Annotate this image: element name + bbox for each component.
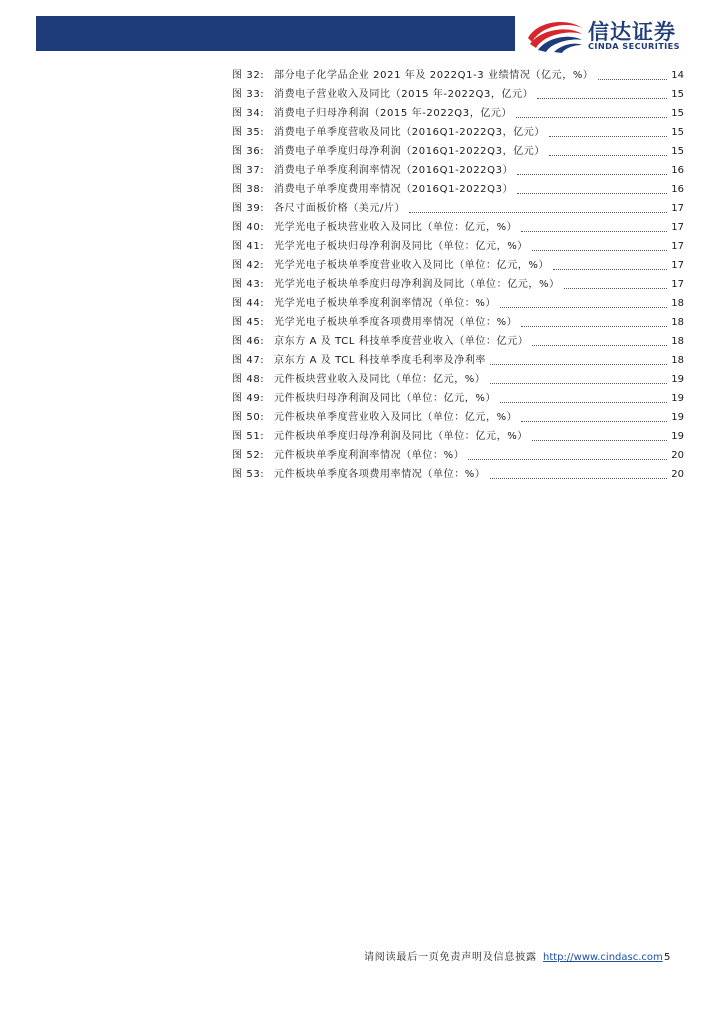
- toc-entry[interactable]: [232, 256, 684, 275]
- toc-entry-title: 元件板块单季度利润率情况（单位：%）: [274, 450, 465, 461]
- toc-entry-title: 光学光电子板块单季度归母净利润及同比（单位：亿元，%）: [274, 279, 560, 290]
- toc-entry-label: 图 45:: [232, 317, 265, 328]
- toc-entry-label: 图 49:: [232, 393, 265, 404]
- globe-logo-icon: [524, 14, 584, 54]
- toc-leader-dots: [521, 421, 667, 422]
- toc-entry-page: 15: [671, 127, 684, 138]
- toc-entry[interactable]: [232, 275, 684, 294]
- toc-entry-page: 16: [671, 165, 684, 176]
- toc-entry-label: 图 33:: [232, 89, 265, 100]
- toc-entry[interactable]: [232, 465, 684, 484]
- toc-entry-title: 光学光电子板块单季度营业收入及同比（单位：亿元，%）: [274, 260, 550, 271]
- toc-entry-page: 17: [671, 279, 684, 290]
- toc-entry-title: 光学光电子板块单季度各项费用率情况（单位：%）: [274, 317, 518, 328]
- toc-entry-label: 图 52:: [232, 450, 265, 461]
- toc-entry-title: 元件板块单季度各项费用率情况（单位：%）: [274, 469, 486, 480]
- toc-leader-dots: [532, 345, 667, 346]
- toc-entry[interactable]: [232, 237, 684, 256]
- toc-entry-page: 18: [671, 355, 684, 366]
- toc-entry-page: 14: [671, 70, 684, 81]
- toc-leader-dots: [490, 364, 667, 365]
- toc-entry[interactable]: [232, 332, 684, 351]
- logo-english-text: CINDA SECURITIES: [588, 41, 680, 51]
- toc-entry-label: 图 35:: [232, 127, 265, 138]
- toc-entry-label: 图 41:: [232, 241, 265, 252]
- toc-entry-title: 部分电子化学品企业 2021 年及 2022Q1-3 业绩情况（亿元，%）: [274, 70, 594, 81]
- toc-entry-label: 图 50:: [232, 412, 265, 423]
- toc-leader-dots: [598, 79, 667, 80]
- toc-leader-dots: [537, 98, 667, 99]
- toc-entry[interactable]: [232, 142, 684, 161]
- toc-entry-label: 图 48:: [232, 374, 265, 385]
- toc-entry-page: 15: [671, 146, 684, 157]
- toc-leader-dots: [517, 174, 667, 175]
- toc-entry-page: 15: [671, 89, 684, 100]
- toc-entry-title: 消费电子归母净利润（2015 年-2022Q3，亿元）: [274, 108, 513, 119]
- toc-entry-page: 19: [671, 412, 684, 423]
- toc-entry-page: 17: [671, 241, 684, 252]
- toc-entry[interactable]: [232, 446, 684, 465]
- toc-entry-label: 图 42:: [232, 260, 265, 271]
- toc-leader-dots: [553, 269, 667, 270]
- toc-leader-dots: [564, 288, 667, 289]
- toc-entry[interactable]: [232, 66, 684, 85]
- toc-entry-label: 图 37:: [232, 165, 265, 176]
- toc-entry-title: 消费电子营业收入及同比（2015 年-2022Q3，亿元）: [274, 89, 534, 100]
- toc-entry-title: 消费电子单季度费用率情况（2016Q1-2022Q3）: [274, 184, 514, 195]
- toc-entry-label: 图 40:: [232, 222, 265, 233]
- toc-entry[interactable]: [232, 161, 684, 180]
- toc-leader-dots: [409, 212, 667, 213]
- header-band: [36, 16, 515, 51]
- toc-entry-label: 图 44:: [232, 298, 265, 309]
- toc-entry-label: 图 53:: [232, 469, 265, 480]
- toc-entry[interactable]: [232, 408, 684, 427]
- toc-entry-label: 图 39:: [232, 203, 265, 214]
- toc-entry-title: 京东方 A 及 TCL 科技单季度毛利率及净利率: [274, 355, 487, 366]
- toc-entry-page: 17: [671, 260, 684, 271]
- toc-entry-title: 元件板块归母净利润及同比（单位：亿元，%）: [274, 393, 497, 404]
- toc-leader-dots: [517, 193, 667, 194]
- toc-leader-dots: [468, 459, 667, 460]
- toc-entry-label: 图 47:: [232, 355, 265, 366]
- toc-entry[interactable]: [232, 294, 684, 313]
- footer-page-number: 5: [664, 952, 671, 963]
- cinda-logo: [524, 14, 704, 54]
- toc-entry[interactable]: [232, 218, 684, 237]
- toc-entry-page: 15: [671, 108, 684, 119]
- toc-entry[interactable]: [232, 199, 684, 218]
- logo-chinese-text: 信达证券: [588, 20, 676, 44]
- toc-entry-label: 图 43:: [232, 279, 265, 290]
- toc-entry-page: 19: [671, 393, 684, 404]
- toc-entry-page: 17: [671, 222, 684, 233]
- toc-entry-title: 京东方 A 及 TCL 科技单季度营业收入（单位：亿元）: [274, 336, 529, 347]
- toc-entry-page: 20: [671, 469, 684, 480]
- toc-entry[interactable]: [232, 180, 684, 199]
- footer-disclaimer: 请阅读最后一页免责声明及信息披露: [364, 952, 537, 963]
- toc-entry-label: 图 32:: [232, 70, 265, 81]
- toc-leader-dots: [549, 155, 667, 156]
- toc-entry-title: 元件板块单季度营业收入及同比（单位：亿元，%）: [274, 412, 518, 423]
- toc-entry-page: 17: [671, 203, 684, 214]
- toc-entry[interactable]: [232, 351, 684, 370]
- toc-leader-dots: [532, 440, 667, 441]
- toc-entry-title: 消费电子单季度归母净利润（2016Q1-2022Q3，亿元）: [274, 146, 545, 157]
- toc-entry-page: 18: [671, 336, 684, 347]
- toc-entry[interactable]: [232, 389, 684, 408]
- toc-entry[interactable]: [232, 104, 684, 123]
- toc-entry-title: 消费电子单季度营收及同比（2016Q1-2022Q3，亿元）: [274, 127, 545, 138]
- toc-entry[interactable]: [232, 85, 684, 104]
- toc-leader-dots: [490, 478, 667, 479]
- toc-leader-dots: [521, 231, 667, 232]
- toc-leader-dots: [532, 250, 667, 251]
- toc-entry-page: 19: [671, 431, 684, 442]
- toc-entry-label: 图 36:: [232, 146, 265, 157]
- toc-leader-dots: [516, 117, 667, 118]
- toc-leader-dots: [500, 402, 667, 403]
- toc-entry-title: 元件板块营业收入及同比（单位：亿元，%）: [274, 374, 486, 385]
- toc-entry-label: 图 34:: [232, 108, 265, 119]
- toc-entry-label: 图 46:: [232, 336, 265, 347]
- page-footer: [0, 950, 724, 966]
- toc-entry-title: 光学光电子板块营业收入及同比（单位：亿元，%）: [274, 222, 518, 233]
- toc-entry-label: 图 51:: [232, 431, 265, 442]
- toc-entry-title: 光学光电子板块归母净利润及同比（单位：亿元，%）: [274, 241, 528, 252]
- toc-entry[interactable]: [232, 123, 684, 142]
- toc-entry[interactable]: [232, 427, 684, 446]
- toc-entry-page: 16: [671, 184, 684, 195]
- figure-list: [232, 66, 684, 484]
- toc-entry-page: 19: [671, 374, 684, 385]
- toc-leader-dots: [500, 307, 667, 308]
- toc-entry-page: 20: [671, 450, 684, 461]
- toc-entry-title: 元件板块单季度归母净利润及同比（单位：亿元，%）: [274, 431, 528, 442]
- toc-entry-title: 消费电子单季度利润率情况（2016Q1-2022Q3）: [274, 165, 514, 176]
- toc-leader-dots: [490, 383, 667, 384]
- toc-entry-title: 光学光电子板块单季度利润率情况（单位：%）: [274, 298, 497, 309]
- toc-leader-dots: [521, 326, 667, 327]
- toc-entry-label: 图 38:: [232, 184, 265, 195]
- toc-entry[interactable]: [232, 313, 684, 332]
- footer-url-link[interactable]: http://www.cindasc.com: [543, 952, 663, 963]
- toc-leader-dots: [549, 136, 667, 137]
- toc-entry-page: 18: [671, 298, 684, 309]
- toc-entry-page: 18: [671, 317, 684, 328]
- toc-entry-title: 各尺寸面板价格（美元/片）: [274, 203, 406, 214]
- toc-entry[interactable]: [232, 370, 684, 389]
